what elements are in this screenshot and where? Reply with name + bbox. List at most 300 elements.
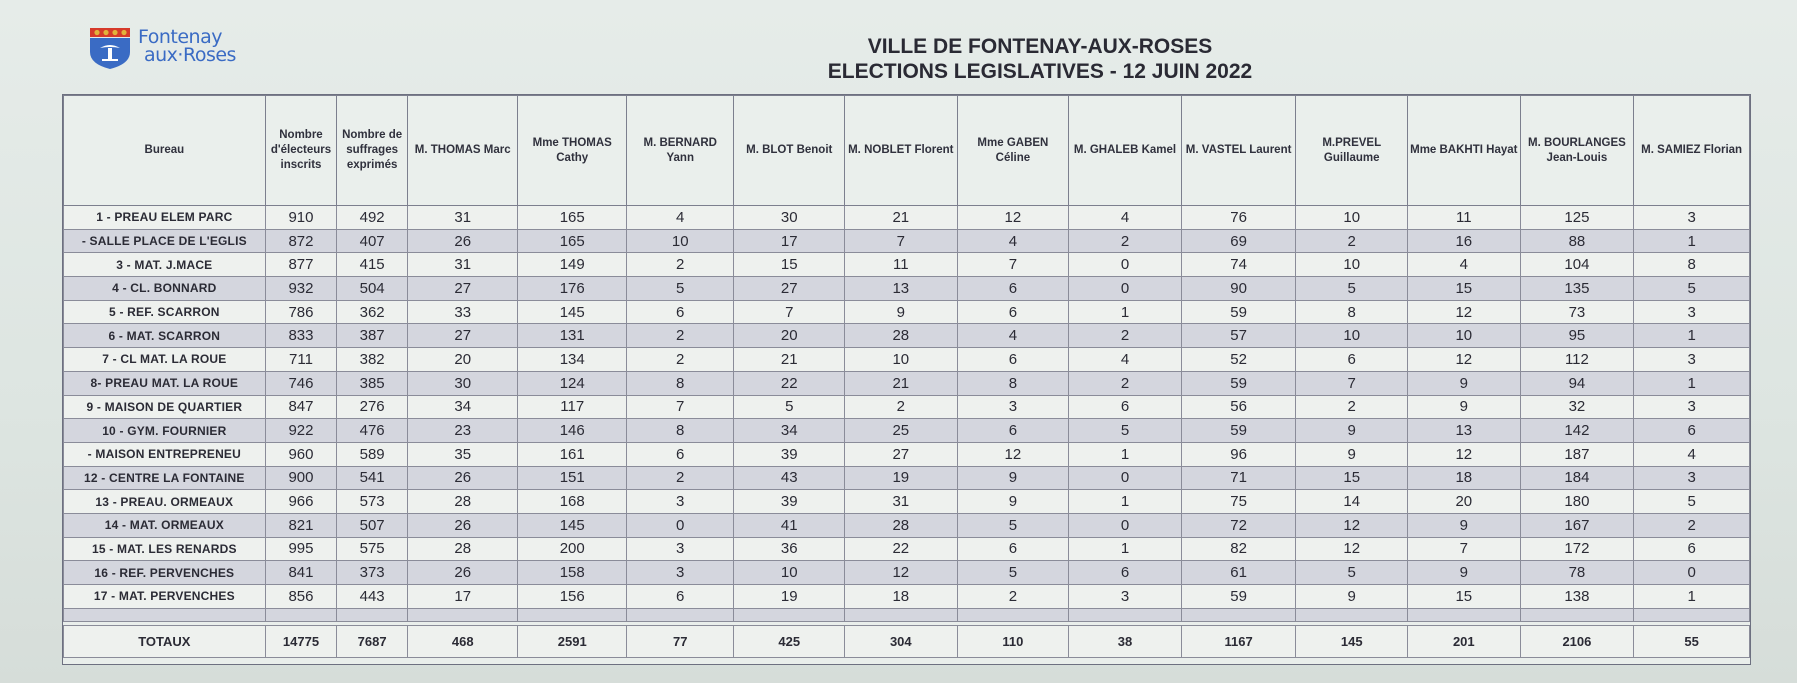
value-cell: 90 xyxy=(1181,277,1296,301)
value-cell: 39 xyxy=(734,442,845,466)
value-cell: 373 xyxy=(337,561,408,585)
value-cell: 573 xyxy=(337,490,408,514)
spacer-cell xyxy=(518,608,627,621)
spacer-cell xyxy=(1520,608,1634,621)
value-cell: 18 xyxy=(1408,466,1521,490)
value-cell: 856 xyxy=(265,585,337,609)
value-cell: 6 xyxy=(957,537,1069,561)
value-cell: 7 xyxy=(1296,371,1408,395)
table-row xyxy=(64,348,1750,372)
value-cell: 7 xyxy=(626,395,733,419)
value-cell: 6 xyxy=(957,419,1069,443)
results-table xyxy=(63,95,1750,658)
value-cell: 104 xyxy=(1520,253,1634,277)
value-cell: 21 xyxy=(734,348,845,372)
value-cell: 69 xyxy=(1181,229,1296,253)
value-cell: 6 xyxy=(1069,395,1182,419)
logo-line-1: Fontenay xyxy=(138,26,222,48)
value-cell: 73 xyxy=(1520,300,1634,324)
value-cell: 13 xyxy=(845,277,958,301)
value-cell: 8 xyxy=(626,419,733,443)
spacer-row xyxy=(64,608,1750,621)
value-cell: 0 xyxy=(1069,466,1182,490)
value-cell: 2 xyxy=(1069,324,1182,348)
value-cell: 28 xyxy=(845,324,958,348)
value-cell: 2 xyxy=(957,585,1069,609)
value-cell: 158 xyxy=(518,561,627,585)
value-cell: 33 xyxy=(407,300,518,324)
totals-row xyxy=(64,625,1750,657)
value-cell: 172 xyxy=(1520,537,1634,561)
value-cell: 3 xyxy=(957,395,1069,419)
value-cell: 36 xyxy=(734,537,845,561)
bureau-cell: - MAISON ENTREPRENEU xyxy=(64,442,266,466)
value-cell: 3 xyxy=(626,561,733,585)
value-cell: 16 xyxy=(1408,229,1521,253)
value-cell: 19 xyxy=(845,466,958,490)
value-cell: 2 xyxy=(1634,513,1750,537)
value-cell: 2 xyxy=(1069,371,1182,395)
bureau-cell: 4 - CL. BONNARD xyxy=(64,277,266,301)
value-cell: 2 xyxy=(626,466,733,490)
table-body xyxy=(64,206,1750,658)
value-cell: 833 xyxy=(265,324,337,348)
bureau-cell: 8- PREAU MAT. LA ROUE xyxy=(64,371,266,395)
value-cell: 507 xyxy=(337,513,408,537)
value-cell: 18 xyxy=(845,585,958,609)
spacer-cell xyxy=(407,608,518,621)
value-cell: 7 xyxy=(845,229,958,253)
spacer-cell xyxy=(734,608,845,621)
value-cell: 165 xyxy=(518,229,627,253)
spacer-cell xyxy=(1634,608,1750,621)
value-cell: 995 xyxy=(265,537,337,561)
value-cell: 26 xyxy=(407,229,518,253)
value-cell: 2 xyxy=(626,253,733,277)
value-cell: 96 xyxy=(1181,442,1296,466)
total-cell: 7687 xyxy=(337,625,408,657)
value-cell: 3 xyxy=(1634,466,1750,490)
value-cell: 407 xyxy=(337,229,408,253)
value-cell: 28 xyxy=(845,513,958,537)
value-cell: 3 xyxy=(1634,395,1750,419)
value-cell: 75 xyxy=(1181,490,1296,514)
value-cell: 176 xyxy=(518,277,627,301)
value-cell: 4 xyxy=(1069,206,1182,230)
value-cell: 20 xyxy=(1408,490,1521,514)
bureau-cell: - SALLE PLACE DE L'EGLIS xyxy=(64,229,266,253)
value-cell: 9 xyxy=(1296,419,1408,443)
bureau-cell: 12 - CENTRE LA FONTAINE xyxy=(64,466,266,490)
value-cell: 877 xyxy=(265,253,337,277)
city-logo xyxy=(88,26,238,72)
value-cell: 168 xyxy=(518,490,627,514)
value-cell: 746 xyxy=(265,371,337,395)
value-cell: 23 xyxy=(407,419,518,443)
column-header: M. BOURLANGES Jean-Louis xyxy=(1520,96,1634,206)
value-cell: 72 xyxy=(1181,513,1296,537)
value-cell: 5 xyxy=(1634,490,1750,514)
city-name-logo xyxy=(138,28,236,64)
table-row xyxy=(64,324,1750,348)
value-cell: 6 xyxy=(1296,348,1408,372)
value-cell: 59 xyxy=(1181,371,1296,395)
value-cell: 74 xyxy=(1181,253,1296,277)
total-cell: 2591 xyxy=(518,625,627,657)
value-cell: 17 xyxy=(407,585,518,609)
value-cell: 82 xyxy=(1181,537,1296,561)
column-header: Bureau xyxy=(64,96,266,206)
value-cell: 26 xyxy=(407,561,518,585)
value-cell: 61 xyxy=(1181,561,1296,585)
value-cell: 2 xyxy=(1296,229,1408,253)
total-cell: 145 xyxy=(1296,625,1408,657)
table-row xyxy=(64,300,1750,324)
value-cell: 200 xyxy=(518,537,627,561)
value-cell: 15 xyxy=(1296,466,1408,490)
value-cell: 387 xyxy=(337,324,408,348)
table-row xyxy=(64,585,1750,609)
value-cell: 149 xyxy=(518,253,627,277)
value-cell: 492 xyxy=(337,206,408,230)
value-cell: 11 xyxy=(1408,206,1521,230)
value-cell: 6 xyxy=(1069,561,1182,585)
value-cell: 112 xyxy=(1520,348,1634,372)
value-cell: 5 xyxy=(626,277,733,301)
total-cell: 1167 xyxy=(1181,625,1296,657)
column-header: M. GHALEB Kamel xyxy=(1069,96,1182,206)
value-cell: 476 xyxy=(337,419,408,443)
value-cell: 1 xyxy=(1634,324,1750,348)
value-cell: 9 xyxy=(1408,561,1521,585)
total-cell: 2106 xyxy=(1520,625,1634,657)
table-row xyxy=(64,229,1750,253)
column-header: M. BERNARD Yann xyxy=(626,96,733,206)
value-cell: 43 xyxy=(734,466,845,490)
value-cell: 4 xyxy=(1408,253,1521,277)
column-header: Mme THOMAS Cathy xyxy=(518,96,627,206)
table-row xyxy=(64,466,1750,490)
value-cell: 10 xyxy=(734,561,845,585)
value-cell: 26 xyxy=(407,466,518,490)
bureau-cell: 17 - MAT. PERVENCHES xyxy=(64,585,266,609)
value-cell: 21 xyxy=(845,206,958,230)
totals-label: TOTAUX xyxy=(64,625,266,657)
column-header: M. THOMAS Marc xyxy=(407,96,518,206)
value-cell: 10 xyxy=(1296,324,1408,348)
value-cell: 22 xyxy=(845,537,958,561)
total-cell: 468 xyxy=(407,625,518,657)
value-cell: 5 xyxy=(1296,561,1408,585)
total-cell: 110 xyxy=(957,625,1069,657)
table-row xyxy=(64,206,1750,230)
value-cell: 135 xyxy=(1520,277,1634,301)
value-cell: 443 xyxy=(337,585,408,609)
value-cell: 78 xyxy=(1520,561,1634,585)
value-cell: 21 xyxy=(845,371,958,395)
value-cell: 10 xyxy=(1408,324,1521,348)
spacer-cell xyxy=(845,608,958,621)
table-row xyxy=(64,442,1750,466)
value-cell: 3 xyxy=(1634,348,1750,372)
bureau-cell: 3 - MAT. J.MACE xyxy=(64,253,266,277)
column-header: Nombre d'électeurs inscrits xyxy=(265,96,337,206)
value-cell: 821 xyxy=(265,513,337,537)
value-cell: 6 xyxy=(626,442,733,466)
value-cell: 131 xyxy=(518,324,627,348)
spacer-cell xyxy=(957,608,1069,621)
value-cell: 12 xyxy=(845,561,958,585)
value-cell: 966 xyxy=(265,490,337,514)
value-cell: 41 xyxy=(734,513,845,537)
value-cell: 34 xyxy=(407,395,518,419)
table-header-row xyxy=(64,96,1750,206)
value-cell: 2 xyxy=(626,348,733,372)
value-cell: 117 xyxy=(518,395,627,419)
spacer-cell xyxy=(64,608,266,621)
spacer-cell xyxy=(1296,608,1408,621)
column-header: M.PREVEL Guillaume xyxy=(1296,96,1408,206)
bureau-cell: 7 - CL MAT. LA ROUE xyxy=(64,348,266,372)
value-cell: 2 xyxy=(845,395,958,419)
value-cell: 31 xyxy=(845,490,958,514)
total-cell: 14775 xyxy=(265,625,337,657)
value-cell: 276 xyxy=(337,395,408,419)
value-cell: 1 xyxy=(1069,537,1182,561)
value-cell: 10 xyxy=(845,348,958,372)
value-cell: 4 xyxy=(957,229,1069,253)
value-cell: 10 xyxy=(626,229,733,253)
value-cell: 57 xyxy=(1181,324,1296,348)
column-header: Mme GABEN Céline xyxy=(957,96,1069,206)
page-subtitle: ELECTIONS LEGISLATIVES - 12 JUIN 2022 xyxy=(827,60,1253,83)
value-cell: 6 xyxy=(626,300,733,324)
value-cell: 59 xyxy=(1181,300,1296,324)
value-cell: 4 xyxy=(1634,442,1750,466)
bureau-cell: 16 - REF. PERVENCHES xyxy=(64,561,266,585)
total-cell: 38 xyxy=(1069,625,1182,657)
value-cell: 8 xyxy=(1634,253,1750,277)
value-cell: 1 xyxy=(1069,442,1182,466)
value-cell: 27 xyxy=(407,324,518,348)
value-cell: 382 xyxy=(337,348,408,372)
table-row xyxy=(64,371,1750,395)
value-cell: 8 xyxy=(957,371,1069,395)
value-cell: 134 xyxy=(518,348,627,372)
value-cell: 71 xyxy=(1181,466,1296,490)
value-cell: 17 xyxy=(734,229,845,253)
value-cell: 125 xyxy=(1520,206,1634,230)
value-cell: 124 xyxy=(518,371,627,395)
total-cell: 77 xyxy=(626,625,733,657)
value-cell: 8 xyxy=(1296,300,1408,324)
value-cell: 7 xyxy=(957,253,1069,277)
page-title: VILLE DE FONTENAY-AUX-ROSES xyxy=(867,35,1213,58)
column-header: M. BLOT Benoit xyxy=(734,96,845,206)
column-header: M. NOBLET Florent xyxy=(845,96,958,206)
spacer-cell xyxy=(1408,608,1521,621)
value-cell: 26 xyxy=(407,513,518,537)
value-cell: 95 xyxy=(1520,324,1634,348)
value-cell: 541 xyxy=(337,466,408,490)
value-cell: 6 xyxy=(626,585,733,609)
value-cell: 52 xyxy=(1181,348,1296,372)
value-cell: 19 xyxy=(734,585,845,609)
value-cell: 161 xyxy=(518,442,627,466)
value-cell: 76 xyxy=(1181,206,1296,230)
value-cell: 56 xyxy=(1181,395,1296,419)
value-cell: 7 xyxy=(1408,537,1521,561)
value-cell: 30 xyxy=(407,371,518,395)
value-cell: 589 xyxy=(337,442,408,466)
value-cell: 27 xyxy=(845,442,958,466)
value-cell: 94 xyxy=(1520,371,1634,395)
value-cell: 12 xyxy=(957,442,1069,466)
value-cell: 88 xyxy=(1520,229,1634,253)
city-crest-icon xyxy=(88,26,140,70)
value-cell: 9 xyxy=(1408,395,1521,419)
table-row xyxy=(64,537,1750,561)
value-cell: 872 xyxy=(265,229,337,253)
total-cell: 425 xyxy=(734,625,845,657)
column-header: Mme BAKHTI Hayat xyxy=(1408,96,1521,206)
results-table-container xyxy=(62,94,1751,665)
value-cell: 5 xyxy=(1296,277,1408,301)
value-cell: 2 xyxy=(1296,395,1408,419)
value-cell: 3 xyxy=(1069,585,1182,609)
value-cell: 9 xyxy=(1296,442,1408,466)
bureau-cell: 5 - REF. SCARRON xyxy=(64,300,266,324)
value-cell: 27 xyxy=(407,277,518,301)
table-row xyxy=(64,395,1750,419)
value-cell: 6 xyxy=(957,348,1069,372)
value-cell: 12 xyxy=(957,206,1069,230)
value-cell: 165 xyxy=(518,206,627,230)
value-cell: 31 xyxy=(407,253,518,277)
value-cell: 59 xyxy=(1181,419,1296,443)
value-cell: 20 xyxy=(407,348,518,372)
value-cell: 910 xyxy=(265,206,337,230)
value-cell: 7 xyxy=(734,300,845,324)
value-cell: 5 xyxy=(957,513,1069,537)
value-cell: 8 xyxy=(626,371,733,395)
value-cell: 9 xyxy=(957,466,1069,490)
value-cell: 3 xyxy=(1634,206,1750,230)
value-cell: 30 xyxy=(734,206,845,230)
value-cell: 187 xyxy=(1520,442,1634,466)
bureau-cell: 10 - GYM. FOURNIER xyxy=(64,419,266,443)
table-row xyxy=(64,277,1750,301)
value-cell: 12 xyxy=(1408,348,1521,372)
value-cell: 504 xyxy=(337,277,408,301)
value-cell: 13 xyxy=(1408,419,1521,443)
value-cell: 1 xyxy=(1634,229,1750,253)
value-cell: 10 xyxy=(1296,253,1408,277)
value-cell: 12 xyxy=(1296,513,1408,537)
value-cell: 15 xyxy=(1408,585,1521,609)
value-cell: 145 xyxy=(518,300,627,324)
value-cell: 1 xyxy=(1069,300,1182,324)
value-cell: 2 xyxy=(626,324,733,348)
logo-line-2: aux·Roses xyxy=(144,44,236,66)
value-cell: 156 xyxy=(518,585,627,609)
value-cell: 184 xyxy=(1520,466,1634,490)
spacer-cell xyxy=(1069,608,1182,621)
bureau-cell: 1 - PREAU ELEM PARC xyxy=(64,206,266,230)
value-cell: 6 xyxy=(957,300,1069,324)
value-cell: 151 xyxy=(518,466,627,490)
value-cell: 6 xyxy=(1634,419,1750,443)
value-cell: 5 xyxy=(957,561,1069,585)
value-cell: 6 xyxy=(1634,537,1750,561)
value-cell: 711 xyxy=(265,348,337,372)
value-cell: 9 xyxy=(845,300,958,324)
column-header: Nombre de suffrages exprimés xyxy=(337,96,408,206)
value-cell: 786 xyxy=(265,300,337,324)
value-cell: 12 xyxy=(1408,300,1521,324)
table-row xyxy=(64,490,1750,514)
value-cell: 960 xyxy=(265,442,337,466)
value-cell: 27 xyxy=(734,277,845,301)
value-cell: 32 xyxy=(1520,395,1634,419)
value-cell: 4 xyxy=(957,324,1069,348)
value-cell: 22 xyxy=(734,371,845,395)
value-cell: 145 xyxy=(518,513,627,537)
value-cell: 12 xyxy=(1296,537,1408,561)
value-cell: 900 xyxy=(265,466,337,490)
total-cell: 201 xyxy=(1408,625,1521,657)
table-row xyxy=(64,513,1750,537)
value-cell: 5 xyxy=(734,395,845,419)
column-header: M. VASTEL Laurent xyxy=(1181,96,1296,206)
value-cell: 167 xyxy=(1520,513,1634,537)
bureau-cell: 14 - MAT. ORMEAUX xyxy=(64,513,266,537)
value-cell: 385 xyxy=(337,371,408,395)
spacer-cell xyxy=(626,608,733,621)
value-cell: 34 xyxy=(734,419,845,443)
spacer-cell xyxy=(1181,608,1296,621)
spacer-cell xyxy=(265,608,337,621)
value-cell: 25 xyxy=(845,419,958,443)
value-cell: 1 xyxy=(1069,490,1182,514)
value-cell: 180 xyxy=(1520,490,1634,514)
value-cell: 59 xyxy=(1181,585,1296,609)
value-cell: 138 xyxy=(1520,585,1634,609)
value-cell: 0 xyxy=(1634,561,1750,585)
value-cell: 12 xyxy=(1408,442,1521,466)
value-cell: 35 xyxy=(407,442,518,466)
value-cell: 362 xyxy=(337,300,408,324)
bureau-cell: 15 - MAT. LES RENARDS xyxy=(64,537,266,561)
value-cell: 14 xyxy=(1296,490,1408,514)
value-cell: 932 xyxy=(265,277,337,301)
total-cell: 55 xyxy=(1634,625,1750,657)
value-cell: 146 xyxy=(518,419,627,443)
table-row xyxy=(64,253,1750,277)
value-cell: 9 xyxy=(1296,585,1408,609)
value-cell: 4 xyxy=(626,206,733,230)
column-header: M. SAMIEZ Florian xyxy=(1634,96,1750,206)
value-cell: 847 xyxy=(265,395,337,419)
bureau-cell: 9 - MAISON DE QUARTIER xyxy=(64,395,266,419)
value-cell: 3 xyxy=(1634,300,1750,324)
value-cell: 142 xyxy=(1520,419,1634,443)
value-cell: 0 xyxy=(1069,253,1182,277)
value-cell: 1 xyxy=(1634,371,1750,395)
table-row xyxy=(64,561,1750,585)
value-cell: 28 xyxy=(407,490,518,514)
value-cell: 28 xyxy=(407,537,518,561)
